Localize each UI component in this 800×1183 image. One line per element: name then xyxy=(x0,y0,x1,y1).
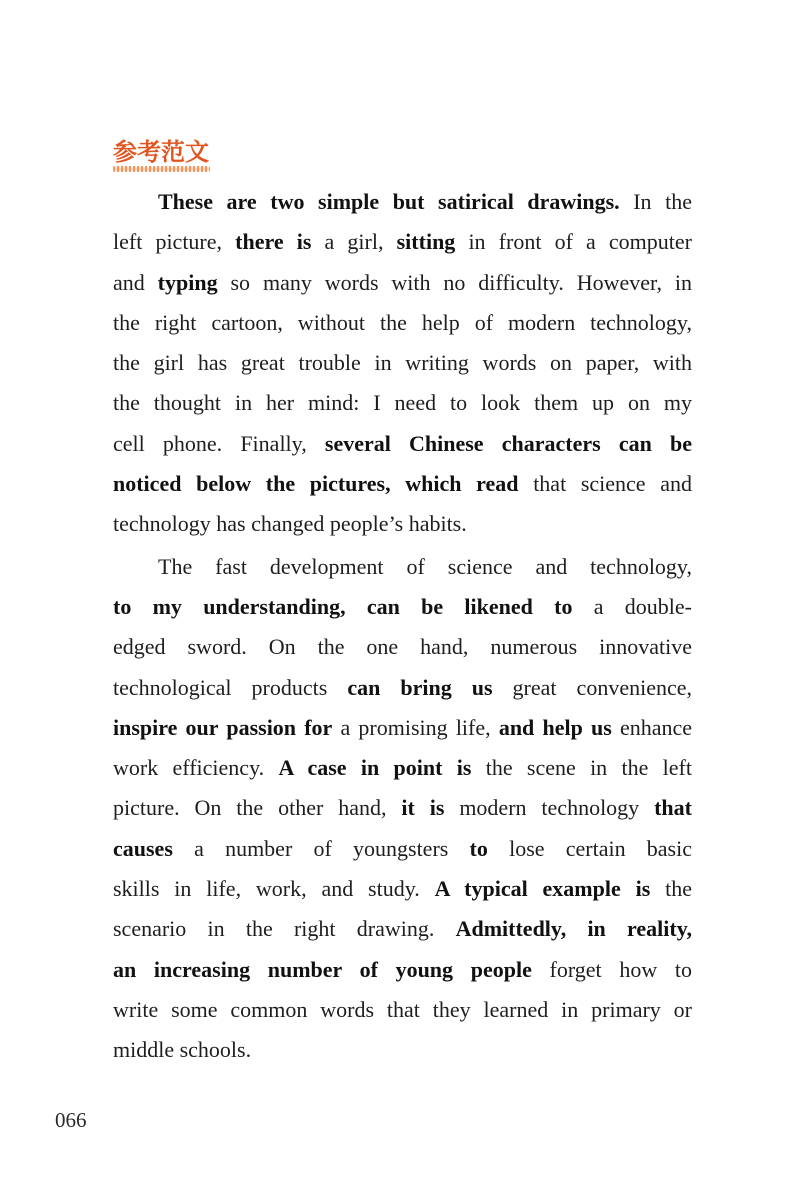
bold-text-run: to xyxy=(469,835,488,861)
text-run: a girl, xyxy=(311,229,397,255)
text-run: that science and xyxy=(518,471,692,497)
text-run: work efficiency. xyxy=(113,755,279,781)
paragraph xyxy=(113,182,692,545)
text-run: the scene in the left xyxy=(471,755,692,781)
paragraph xyxy=(113,547,692,1071)
text-line xyxy=(113,869,692,909)
bold-text-run: there is xyxy=(235,229,312,255)
text-line xyxy=(113,1030,692,1070)
text-line xyxy=(113,222,692,262)
page-number: 066 xyxy=(55,1108,87,1132)
text-run: left picture, xyxy=(113,229,236,255)
text-line xyxy=(113,748,692,788)
text-line xyxy=(113,627,692,667)
text-run: cell phone. Finally, xyxy=(113,430,325,456)
text-run: the xyxy=(650,876,692,902)
text-run: write some common words that they learned in primary or xyxy=(113,996,692,1022)
text-line xyxy=(113,587,692,627)
text-line xyxy=(113,668,692,708)
text-line xyxy=(113,263,692,303)
text-run: a number of youngsters xyxy=(172,835,470,861)
text-run: technology has changed people’s habits. xyxy=(113,511,467,537)
text-run: skills in life, work, and study. xyxy=(113,876,435,902)
text-run: scenario in the right drawing. xyxy=(113,916,456,942)
bold-text-run: it is xyxy=(401,795,445,821)
bold-text-run: A case in point is xyxy=(278,755,472,781)
text-run: picture. On the other hand, xyxy=(113,795,402,821)
text-run: and xyxy=(113,269,158,295)
text-run: in front of a computer xyxy=(455,229,692,255)
text-run: middle schools. xyxy=(113,1037,252,1063)
text-line xyxy=(113,303,692,343)
heading-decorative-underline xyxy=(113,166,210,172)
text-line xyxy=(113,464,692,504)
text-line xyxy=(113,547,692,587)
text-line xyxy=(113,182,692,222)
bold-text-run: can bring us xyxy=(347,674,493,700)
text-run: enhance xyxy=(611,714,693,740)
text-run: modern technology xyxy=(444,795,655,821)
text-line xyxy=(113,950,692,990)
text-run: edged sword. On the one hand, numerous innovative xyxy=(113,634,692,660)
bold-text-run: typing xyxy=(157,269,218,295)
text-run: technological products xyxy=(113,674,348,700)
text-line xyxy=(113,383,692,423)
text-line xyxy=(113,829,692,869)
section-heading: 参考范文 xyxy=(113,137,209,166)
bold-text-run: several Chinese characters can be xyxy=(324,430,692,456)
text-line xyxy=(113,788,692,828)
essay-body xyxy=(113,182,692,1071)
bold-text-run: to my understanding, can be likened to xyxy=(113,593,573,619)
text-run: the right cartoon, without the help of modern technology, xyxy=(113,309,692,335)
text-run: the thought in her mind: I need to look them up on my xyxy=(113,390,692,416)
text-line xyxy=(113,504,692,544)
text-run: lose certain basic xyxy=(487,835,692,861)
bold-text-run: noticed below the pictures, which read xyxy=(113,471,519,497)
text-line xyxy=(113,909,692,949)
bold-text-run: inspire our passion for xyxy=(113,714,333,740)
text-line xyxy=(113,424,692,464)
bold-text-run: Admittedly, in reality, xyxy=(455,916,692,942)
bold-text-run: A typical example is xyxy=(434,876,651,902)
text-line xyxy=(113,990,692,1030)
bold-text-run: These are two simple but satirical drawings. xyxy=(158,189,620,214)
text-run: The fast development of science and technology, xyxy=(158,553,692,579)
text-run: the girl has great trouble in writing words on paper, with xyxy=(113,350,692,376)
bold-text-run: sitting xyxy=(396,229,456,255)
bold-text-run: and help us xyxy=(498,714,612,740)
text-run: so many words with no difficulty. However, in xyxy=(217,269,693,295)
text-run: forget how to xyxy=(531,956,692,982)
text-run: great convenience, xyxy=(492,674,692,700)
bold-text-run: an increasing number of young people xyxy=(113,956,532,982)
bold-text-run: that xyxy=(654,795,692,821)
text-run: a promising life, xyxy=(332,714,499,740)
text-run: a double- xyxy=(572,593,693,619)
text-line xyxy=(113,708,692,748)
text-run: In the xyxy=(619,189,692,214)
bold-text-run: causes xyxy=(113,835,173,861)
text-line xyxy=(113,343,692,383)
